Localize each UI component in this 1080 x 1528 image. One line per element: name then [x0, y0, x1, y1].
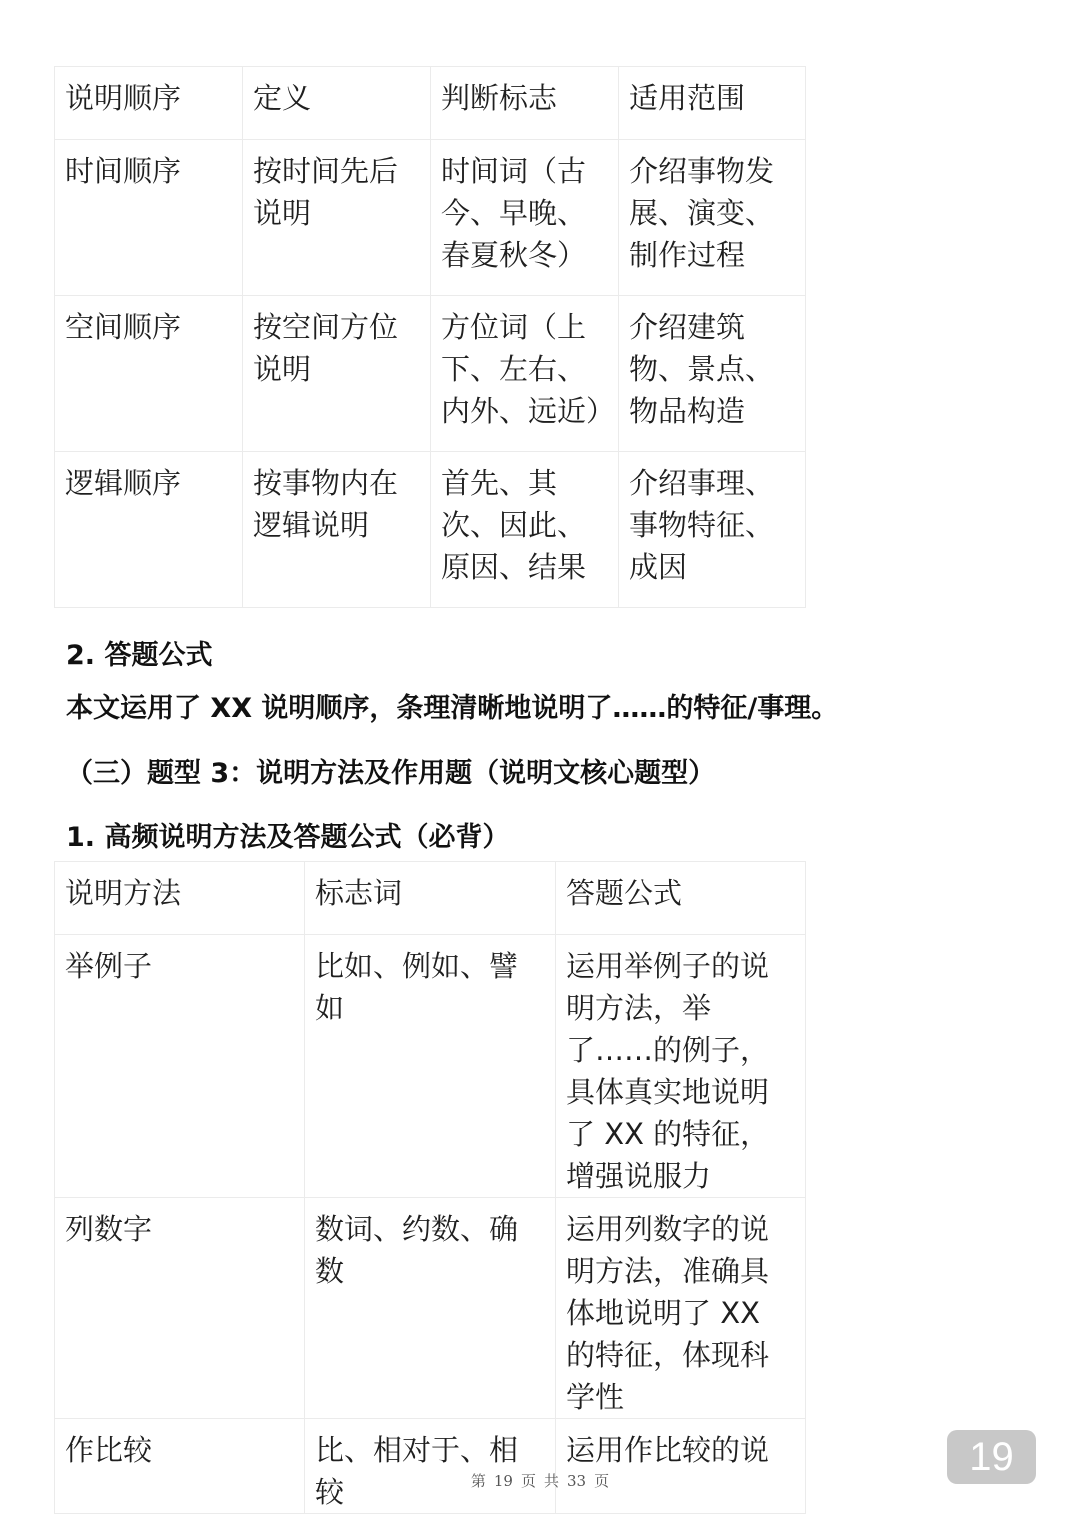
footer-page-number: 19 [493, 1472, 513, 1490]
table-row [55, 452, 806, 608]
subheading-methods: 1. 高频说明方法及答题公式（必背） [66, 822, 510, 853]
table-cell: 时间词（古今、早晚、春夏秋冬） [431, 140, 619, 296]
table-cell: 作比较 [55, 1419, 305, 1514]
table-header-cell: 适用范围 [619, 67, 806, 140]
table-header-row [55, 862, 806, 935]
table-header-cell: 定义 [243, 67, 431, 140]
table-cell: 数词、约数、确数 [305, 1198, 556, 1419]
table-header-cell: 说明顺序 [55, 67, 243, 140]
table-cell: 按时间先后说明 [243, 140, 431, 296]
table-cell: 介绍建筑物、景点、物品构造 [619, 296, 806, 452]
table-header-cell: 说明方法 [55, 862, 305, 935]
table-cell: 运用举例子的说明方法，举了……的例子，具体真实地说明了 XX 的特征，增强说服力 [556, 935, 806, 1198]
table-cell: 列数字 [55, 1198, 305, 1419]
table-cell: 按空间方位说明 [243, 296, 431, 452]
page-number-badge: 19 [947, 1430, 1036, 1484]
table-header-cell: 标志词 [305, 862, 556, 935]
footer-total-pages: 33 [567, 1472, 587, 1490]
answer-formula-text: 本文运用了 XX 说明顺序，条理清晰地说明了……的特征/事理。 [66, 693, 839, 724]
table-header-cell: 答题公式 [556, 862, 806, 935]
table-cell: 介绍事物发展、演变、制作过程 [619, 140, 806, 296]
section-heading-question-type-3: （三）题型 3：说明方法及作用题（说明文核心题型） [66, 758, 716, 789]
table-row [55, 296, 806, 452]
table-cell: 时间顺序 [55, 140, 243, 296]
table-row [55, 140, 806, 296]
table-cell: 比、相对于、相较 [305, 1419, 556, 1514]
table-row [55, 1198, 806, 1419]
table-cell: 运用列数字的说明方法，准确具体地说明了 XX 的特征，体现科学性 [556, 1198, 806, 1419]
table-row [55, 935, 806, 1198]
footer-ye: 页 [520, 1472, 536, 1490]
footer-ye: 页 [594, 1472, 610, 1490]
table-cell: 比如、例如、譬如 [305, 935, 556, 1198]
table-cell: 方位词（上下、左右、内外、远近） [431, 296, 619, 452]
table-header-row [55, 67, 806, 140]
page-footer [0, 1470, 1080, 1491]
table-cell: 首先、其次、因此、原因、结果 [431, 452, 619, 608]
table-cell: 介绍事理、事物特征、成因 [619, 452, 806, 608]
table-cell: 空间顺序 [55, 296, 243, 452]
table-cell: 按事物内在逻辑说明 [243, 452, 431, 608]
order-table [54, 66, 806, 608]
table-row [55, 1419, 806, 1514]
table-header-cell: 判断标志 [431, 67, 619, 140]
table-cell: 运用作比较的说 [556, 1419, 806, 1514]
footer-di: 第 [470, 1472, 486, 1490]
footer-gong: 共 [544, 1472, 560, 1490]
section-heading-answer-formula: 2. 答题公式 [66, 640, 213, 671]
methods-table [54, 861, 806, 1514]
table-cell: 逻辑顺序 [55, 452, 243, 608]
table-cell: 举例子 [55, 935, 305, 1198]
